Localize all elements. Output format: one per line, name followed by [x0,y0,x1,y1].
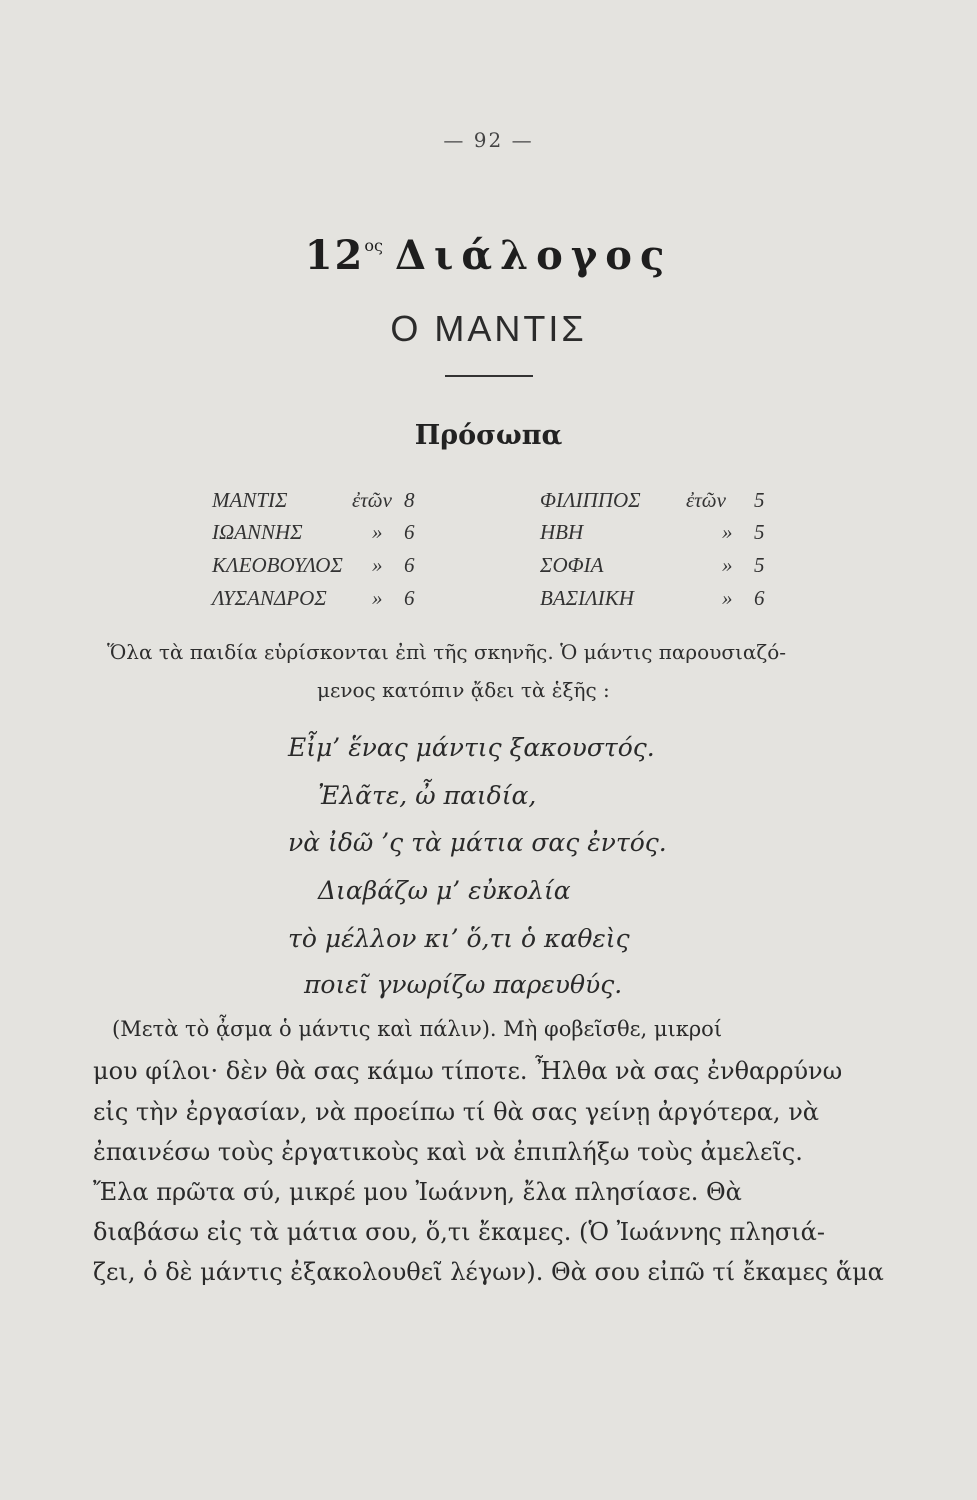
cast-age: 6 [754,586,765,610]
cast-years-label: » [372,586,383,610]
dialogue-word: Διάλογος [394,232,673,279]
cast-years-label: » [372,520,383,544]
verse-line: Εἶμ’ ἕνας μάντις ξακουστός. [288,733,655,762]
dialogue-heading [0,232,977,279]
prose-line: (Μετὰ τὸ ᾆσμα ὁ μάντις καὶ πάλιν). Μὴ φοβεῖσθε, μικροί [112,1017,723,1041]
dialogue-number: 12 [304,232,365,279]
cast-name: ΛΥΣΑΝΔΡΟΣ [212,586,327,610]
cast-row [540,488,780,518]
cast-age: 6 [404,520,415,544]
cast-row [540,553,780,583]
stage-direction-line: Ὅλα τὰ παιδία εὑρίσκονται ἐπὶ τῆς σκηνῆς. Ὁ μάντις παρουσιαζό- [107,640,787,664]
cast-row [212,520,472,550]
cast-age: 6 [404,586,415,610]
cast-name: ΦΙΛΙΠΠΟΣ [540,488,641,512]
verse-line: τὸ μέλλον κι’ ὅ,τι ὁ καθεὶς [288,924,630,953]
cast-row [212,488,472,518]
verse-line: Ἐλᾶτε, ὦ παιδία, [318,781,537,810]
cast-name: ΗΒΗ [540,520,584,544]
cast-age: 8 [404,488,415,512]
stage-direction-line: μενος κατόπιν ᾄδει τὰ ἑξῆς : [317,678,610,702]
prose-line: εἰς τὴν ἐργασίαν, νὰ προείπω τί θὰ σας γείνῃ ἀργότερα, νὰ [93,1098,819,1126]
cast-age: 6 [404,553,415,577]
page-title: Ο ΜΑΝΤΙΣ [390,308,587,349]
cast-name: ΒΑΣΙΛΙΚΗ [540,586,634,610]
cast-years-label: » [722,520,733,544]
prose-line: μου φίλοι· δὲν θὰ σας κάμω τίποτε. Ἦλθα νὰ σας ἐνθαρρύνω [93,1057,843,1085]
cast-row [540,586,780,616]
cast-row [212,586,472,616]
prose-line: ζει, ὁ δὲ μάντις ἐξακολουθεῖ λέγων). Θὰ σου εἰπῶ τί ἔκαμες ἅμα [93,1258,884,1286]
cast-age: 5 [754,488,765,512]
cast-name: ΜΑΝΤΙΣ [212,488,288,512]
verse-line: νὰ ἰδῶ ’ς τὰ μάτια σας ἐντός. [288,828,667,857]
prose-line: διαβάσω εἰς τὰ μάτια σου, ὅ,τι ἔκαμες. (Ὁ Ἰωάννης πλησιά- [93,1218,825,1246]
cast-years-label: ἐτῶν [686,488,726,512]
cast-years-label: ἐτῶν [352,488,392,512]
verse-line: ποιεῖ γνωρίζω παρευθύς. [304,970,623,999]
cast-name: ΚΛΕΟΒΟΥΛΟΣ [212,553,343,577]
cast-age: 5 [754,553,765,577]
persons-heading: Πρόσωπα [414,420,563,451]
title-divider [445,375,533,377]
cast-name: ΙΩΑΝΝΗΣ [212,520,303,544]
cast-name: ΣΟΦΙΑ [540,553,604,577]
cast-row [540,520,780,550]
cast-years-label: » [722,586,733,610]
cast-age: 5 [754,520,765,544]
cast-years-label: » [372,553,383,577]
prose-line: Ἔλα πρῶτα σύ, μικρέ μου Ἰωάννη, ἔλα πλησίασε. Θὰ [93,1178,742,1206]
page-number: — 92 — [443,128,534,152]
cast-years-label: » [722,553,733,577]
dialogue-ordinal: ος [364,236,383,255]
verse-line: Διαβάζω μ’ εὐκολία [318,876,571,905]
cast-row [212,553,472,583]
prose-line: ἐπαινέσω τοὺς ἐργατικοὺς καὶ νὰ ἐπιπλήξω τοὺς ἀμελεῖς. [93,1138,803,1166]
